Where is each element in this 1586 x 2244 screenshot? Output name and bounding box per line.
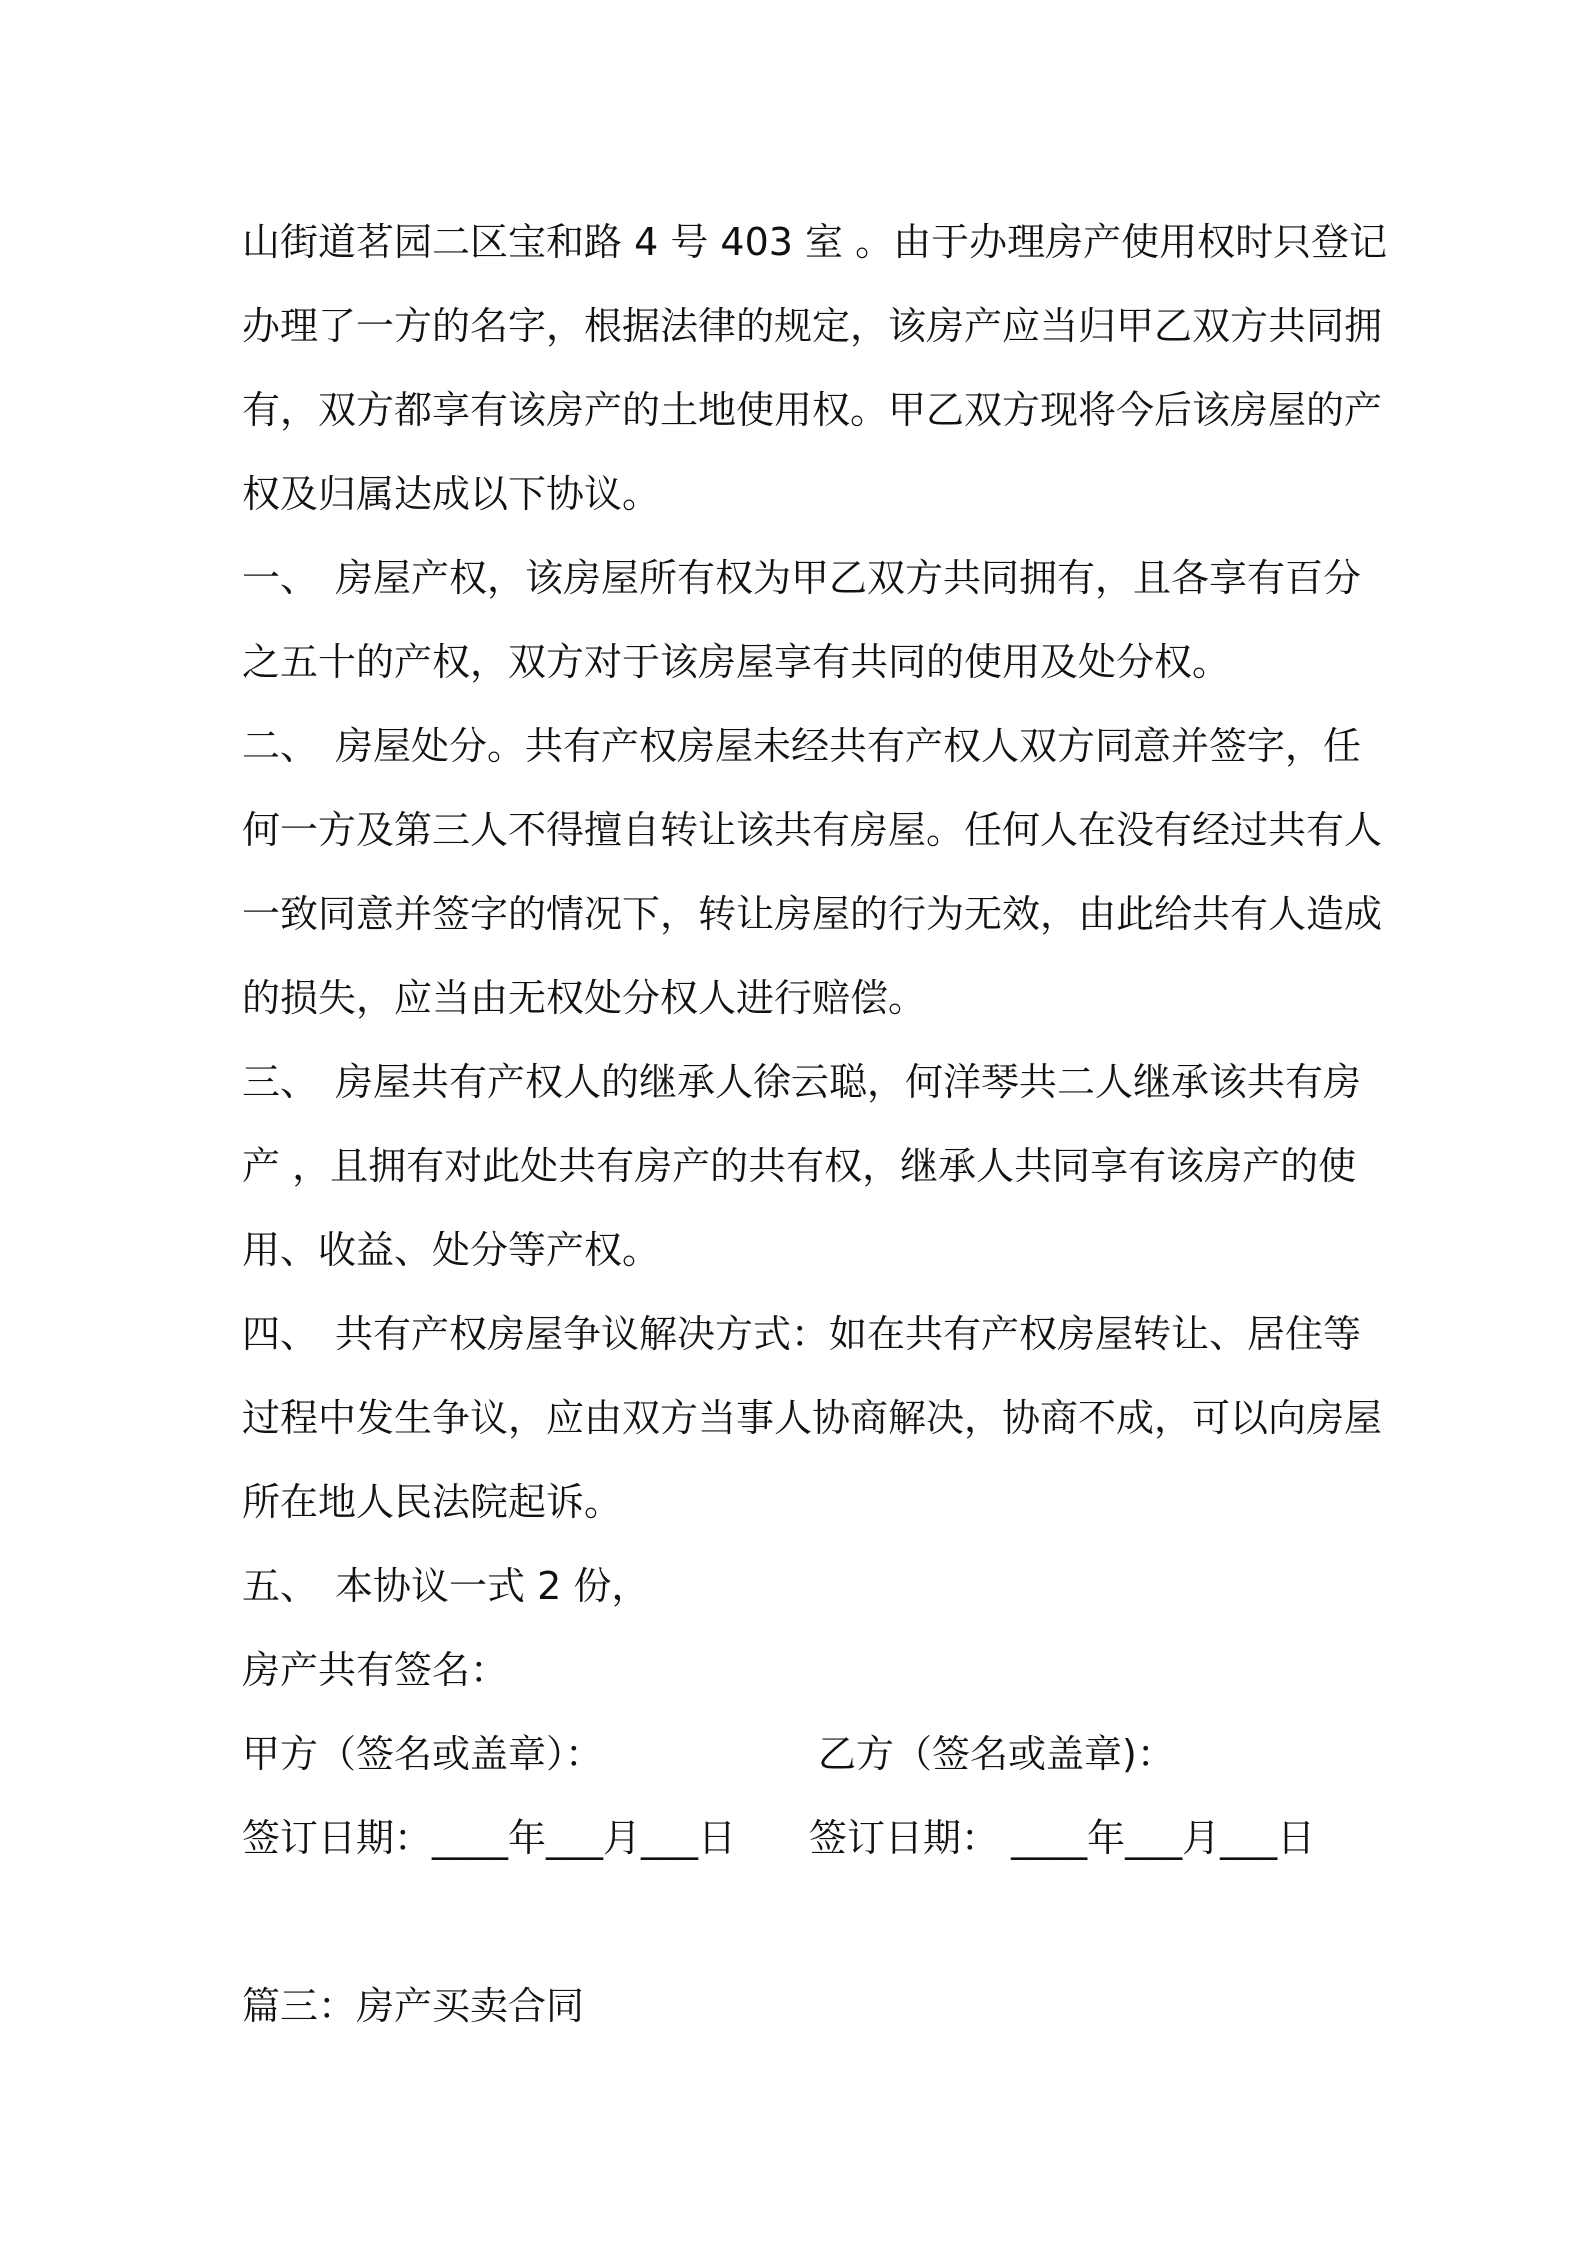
party-a-signature-label: 甲方（签名或盖章）： [242,1732,604,1776]
intro-line-1: 山街道茗园二区宝和路 4 号 403 室 。由于办理房产使用权时只登记 [242,220,1388,264]
signature-row [242,1712,1362,1796]
clause-1-text-1: 房屋产权，该房屋所有权为甲乙双方共同拥有，且各享有百分 [335,556,1362,600]
clause-1 [242,536,1362,704]
clause-4-text-1: 共有产权房屋争议解决方式：如在共有产权房屋转让、居住等 [335,1312,1362,1356]
clause-2-line-4: 的损失，应当由无权处分权人进行赔偿。 [242,976,927,1020]
document-body [242,200,1388,2048]
party-b-signature-label: 乙方（签名或盖章)： [818,1732,1175,1776]
signature-heading-text: 房产共有签名： [242,1648,509,1692]
section-title-text: 篇三：房产买卖合同 [242,1984,585,2028]
clause-5-text-1: 本协议一式 2 份， [335,1564,650,1608]
clause-5 [242,1544,1362,1628]
party-a-date-line: 签订日期：____年___月___日 [242,1816,737,1860]
section-title [242,1964,1362,2048]
clause-4-number: 四、 [242,1312,319,1356]
clause-2-line-1 [242,704,1362,788]
clause-1-number: 一、 [242,556,319,600]
clause-1-line-1 [242,536,1362,620]
intro-line-3: 有，双方都享有该房产的土地使用权。甲乙双方现将今后该房屋的产 [242,388,1383,432]
blank-gap [242,1880,1362,1964]
clause-2-text-1: 房屋处分。共有产权房屋未经共有产权人双方同意并签字，任 [335,724,1362,768]
clause-5-number: 五、 [242,1564,319,1608]
clause-2 [242,704,1383,1040]
clause-4-line-2: 过程中发生争议，应由双方当事人协商解决，协商不成，可以向房屋 [242,1396,1383,1440]
clause-1-line-2: 之五十的产权，双方对于该房屋享有共同的使用及处分权。 [242,640,1231,684]
signature-heading [242,1628,1362,1712]
clause-2-line-3: 一致同意并签字的情况下，转让房屋的行为无效，由此给共有人造成 [242,892,1383,936]
clause-3-line-3: 用、收益、处分等产权。 [242,1228,661,1272]
clause-3-text-1: 房屋共有产权人的继承人徐云聪，何洋琴共二人继承该共有房 [335,1060,1362,1104]
clause-4 [242,1292,1383,1544]
clause-4-line-3: 所在地人民法院起诉。 [242,1480,623,1524]
clause-2-line-2: 何一方及第三人不得擅自转让该共有房屋。任何人在没有经过共有人 [242,808,1383,852]
date-row [242,1796,1362,1880]
clause-2-number: 二、 [242,724,319,768]
clause-4-line-1 [242,1292,1362,1376]
clause-5-line-1 [242,1544,1362,1628]
intro-line-4: 权及归属达成以下协议。 [242,472,661,516]
intro-paragraph [242,200,1388,536]
party-b-date-line: 签订日期： ____年___月___日 [809,1816,1316,1860]
intro-line-2: 办理了一方的名字，根据法律的规定，该房产应当归甲乙双方共同拥 [242,304,1383,348]
clause-3-line-2: 产 ，且拥有对此处共有房产的共有权，继承人共同享有该房产的使 [242,1144,1357,1188]
clause-3-line-1 [242,1040,1362,1124]
clause-3-number: 三、 [242,1060,319,1104]
clause-3 [242,1040,1362,1292]
